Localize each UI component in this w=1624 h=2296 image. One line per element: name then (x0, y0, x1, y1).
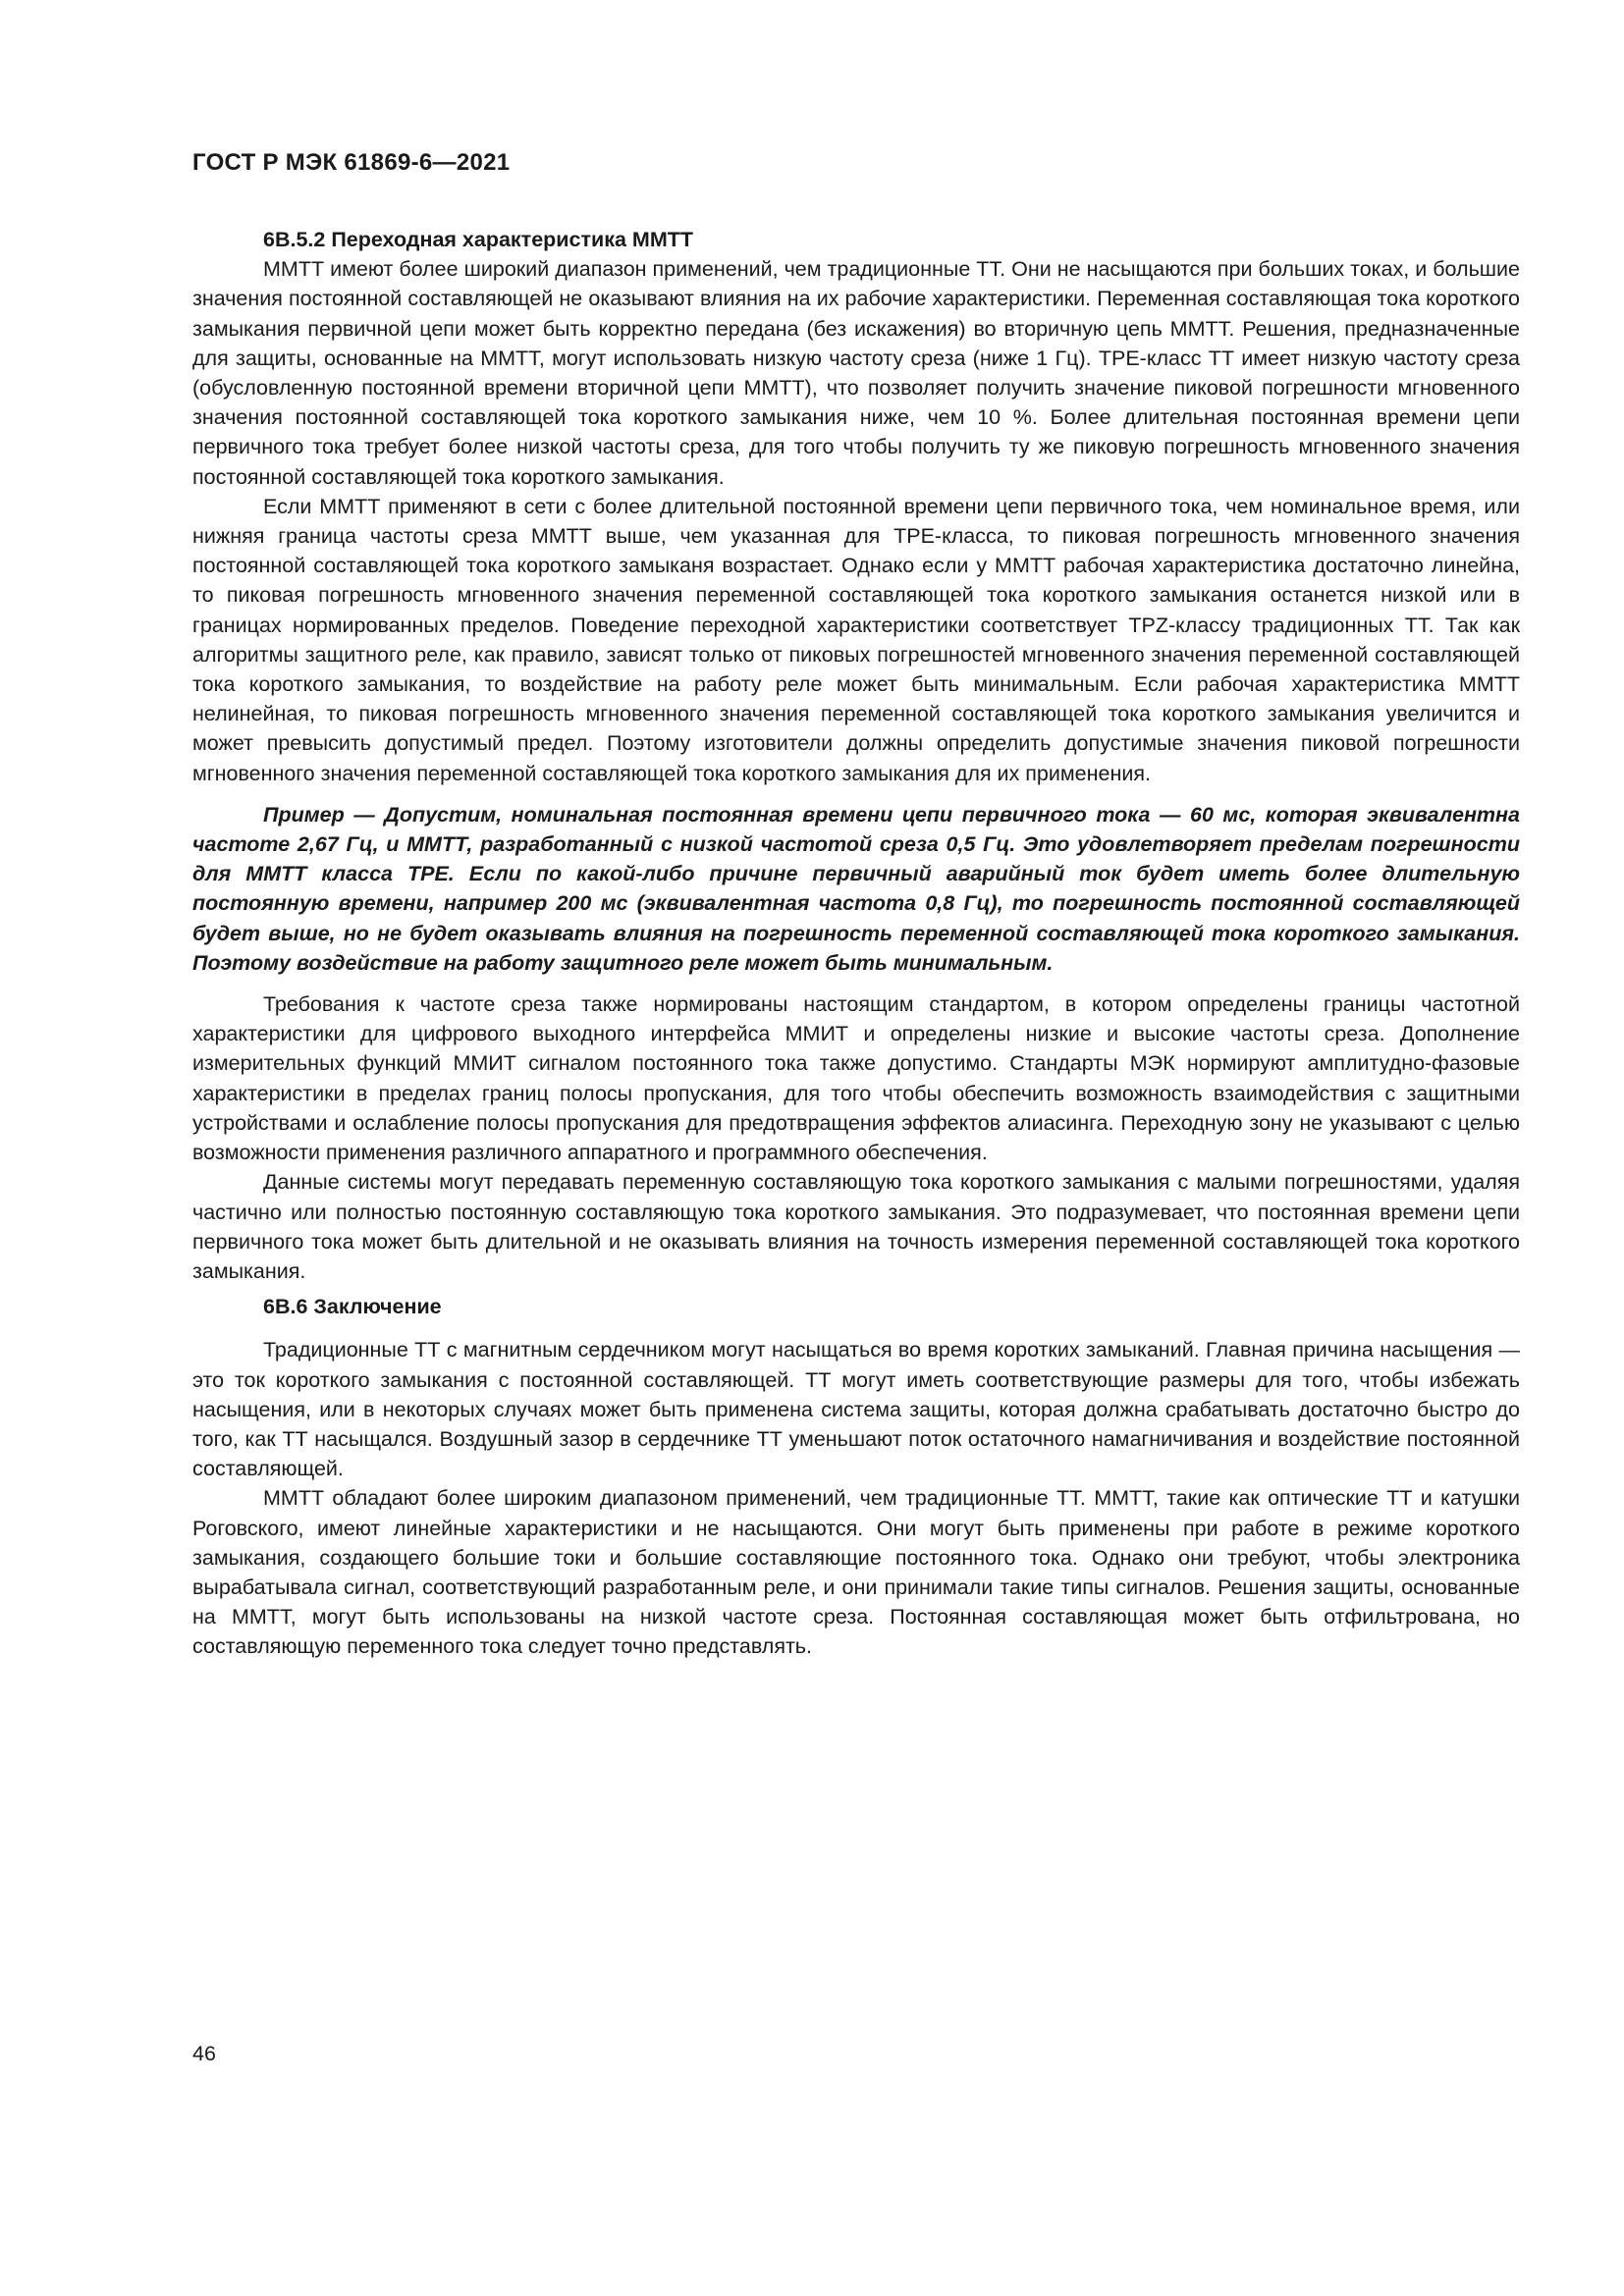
paragraph: Традиционные ТТ с магнитным сердечником могут насыщаться во время коротких замыканий. Главная причина насыщения — это ток короткого замыкания с постоянной составляющей. ТТ могут иметь соответствующие размеры для того, чтобы избежать насыщения, или в некоторых случаях может быть применена система защиты, которая должна срабатывать достаточно быстро до того, как ТТ насыщался. Воздушный зазор в сердечнике ТТ уменьшают поток остаточного намагничивания и воздействие постоянной составляющей. (192, 1338, 1520, 1481)
document-header: ГОСТ Р МЭК 61869-6—2021 (192, 149, 511, 176)
page-number: 46 (192, 2042, 216, 2065)
paragraph: ММТТ обладают более широким диапазоном применений, чем традиционные ТТ. ММТТ, такие как оптические ТТ и катушки Роговского, имеют линейные характеристики и не насыщаются. Они могут быть применены при работе в режиме короткого замыкания, создающего большие токи и большие составляющие постоянного тока. Однако они требуют, чтобы электроника вырабатывала сигнал, соответствующий разработанным реле, и они принимали такие типы сигналов. Решения защиты, основанные на ММТТ, могут быть использованы на низкой частоте среза. Постоянная составляющая может быть отфильтрована, но составляющую переменного тока следует точно представлять. (192, 1486, 1520, 1659)
paragraph: Требования к частоте среза также нормированы настоящим стандартом, в котором определены границы частотной характеристики для цифрового выходного интерфейса ММИТ и определены низкие и высокие частоты среза. Дополнение измерительных функций ММИТ сигналом постоянного тока также допустимо. Стандарты МЭК нормируют амплитудно-фазовые характеристики в пределах границ полосы пропускания, для того чтобы обеспечить возможность взаимодействия с защитными устройствами и ослабление полосы пропускания для предотвращения эффектов алиасинга. Переходную зону не указывают с целью возможности применения различного аппаратного и программного обеспечения. (192, 992, 1520, 1165)
section-heading-conclusion: 6В.6 Заключение (263, 1295, 442, 1319)
section-heading-transient: 6В.5.2 Переходная характеристика ММТТ (263, 228, 693, 251)
document-body (192, 225, 1520, 1662)
paragraph: ММТТ имеют более широкий диапазон применений, чем традиционные ТТ. Они не насыщаются при больших токах, и большие значения постоянной составляющей не оказывают влияния на их рабочие характеристики. Переменная составляющая тока короткого замыкания первичной цепи может быть корректно передана (без искажения) во вторичную цепь ММТТ. Решения, предназначенные для защиты, основанные на ММТТ, могут использовать низкую частоту среза (ниже 1 Гц). ТРЕ-класс ТТ имеет низкую частоту среза (обусловленную постоянной времени вторичной цепи ММТТ), что позволяет получить значение пиковой погрешности мгновенного значения постоянной составляющей тока короткого замыкания ниже, чем 10 %. Более длительная постоянная времени цепи первичного тока требует более низкой частоты среза, для того чтобы получить ту же пиковую погрешность мгновенного значения постоянной составляющей тока короткого замыкания. (192, 257, 1520, 489)
paragraph: Данные системы могут передавать переменную составляющую тока короткого замыкания с малыми погрешностями, удаляя частично или полностью постоянную составляющую тока короткого замыкания. Это подразумевает, что постоянная времени цепи первичного тока может быть длительной и не оказывать влияния на точность измерения переменной составляющей тока короткого замыкания. (192, 1170, 1520, 1283)
example-paragraph: Пример — Допустим, номинальная постоянная времени цепи первичного тока — 60 мс, которая эквивалентна частоте 2,67 Гц, и ММТТ, разработанный с низкой частотой среза 0,5 Гц. Это удовлетворяет пределам погрешности для ММТТ класса ТРЕ. Если по какой-либо причине первичный аварийный ток будет иметь более длительную постоянную времени, например 200 мс (эквивалентная частота 0,8 Гц), то погрешность постоянной составляющей будет выше, но не будет оказывать влияния на погрешность переменной составляющей тока короткого замыкания. Поэтому воздействие на работу защитного реле может быть минимальным. (192, 802, 1520, 975)
paragraph: Если ММТТ применяют в сети с более длительной постоянной времени цепи первичного тока, чем номинальное время, или нижняя граница частоты среза ММТТ выше, чем указанная для ТРЕ-класса, то пиковая погрешность мгновенного значения постоянной составляющей тока короткого замыканя возрастает. Однако если у ММТТ рабочая характеристика достаточно линейна, то пиковая погрешность мгновенного значения переменной составляющей тока короткого замыкания останется низкой или в границах нормированных пределов. Поведение переходной характеристики соответствует TPZ-классу традиционных ТТ. Так как алгоритмы защитного реле, как правило, зависят только от пиковых погрешностей мгновенного значения переменной составляющей тока короткого замыкания, то воздействие на работу реле может быть минимальным. Если рабочая характеристика ММТТ нелинейная, то пиковая погрешность мгновенного значения переменной составляющей тока короткого замыкания увеличится и может превысить допустимый предел. Поэтому изготовители должны определить допустимые значения пиковой погрешности мгновенного значения переменной составляющей тока короткого замыкания для их применения. (192, 494, 1520, 785)
